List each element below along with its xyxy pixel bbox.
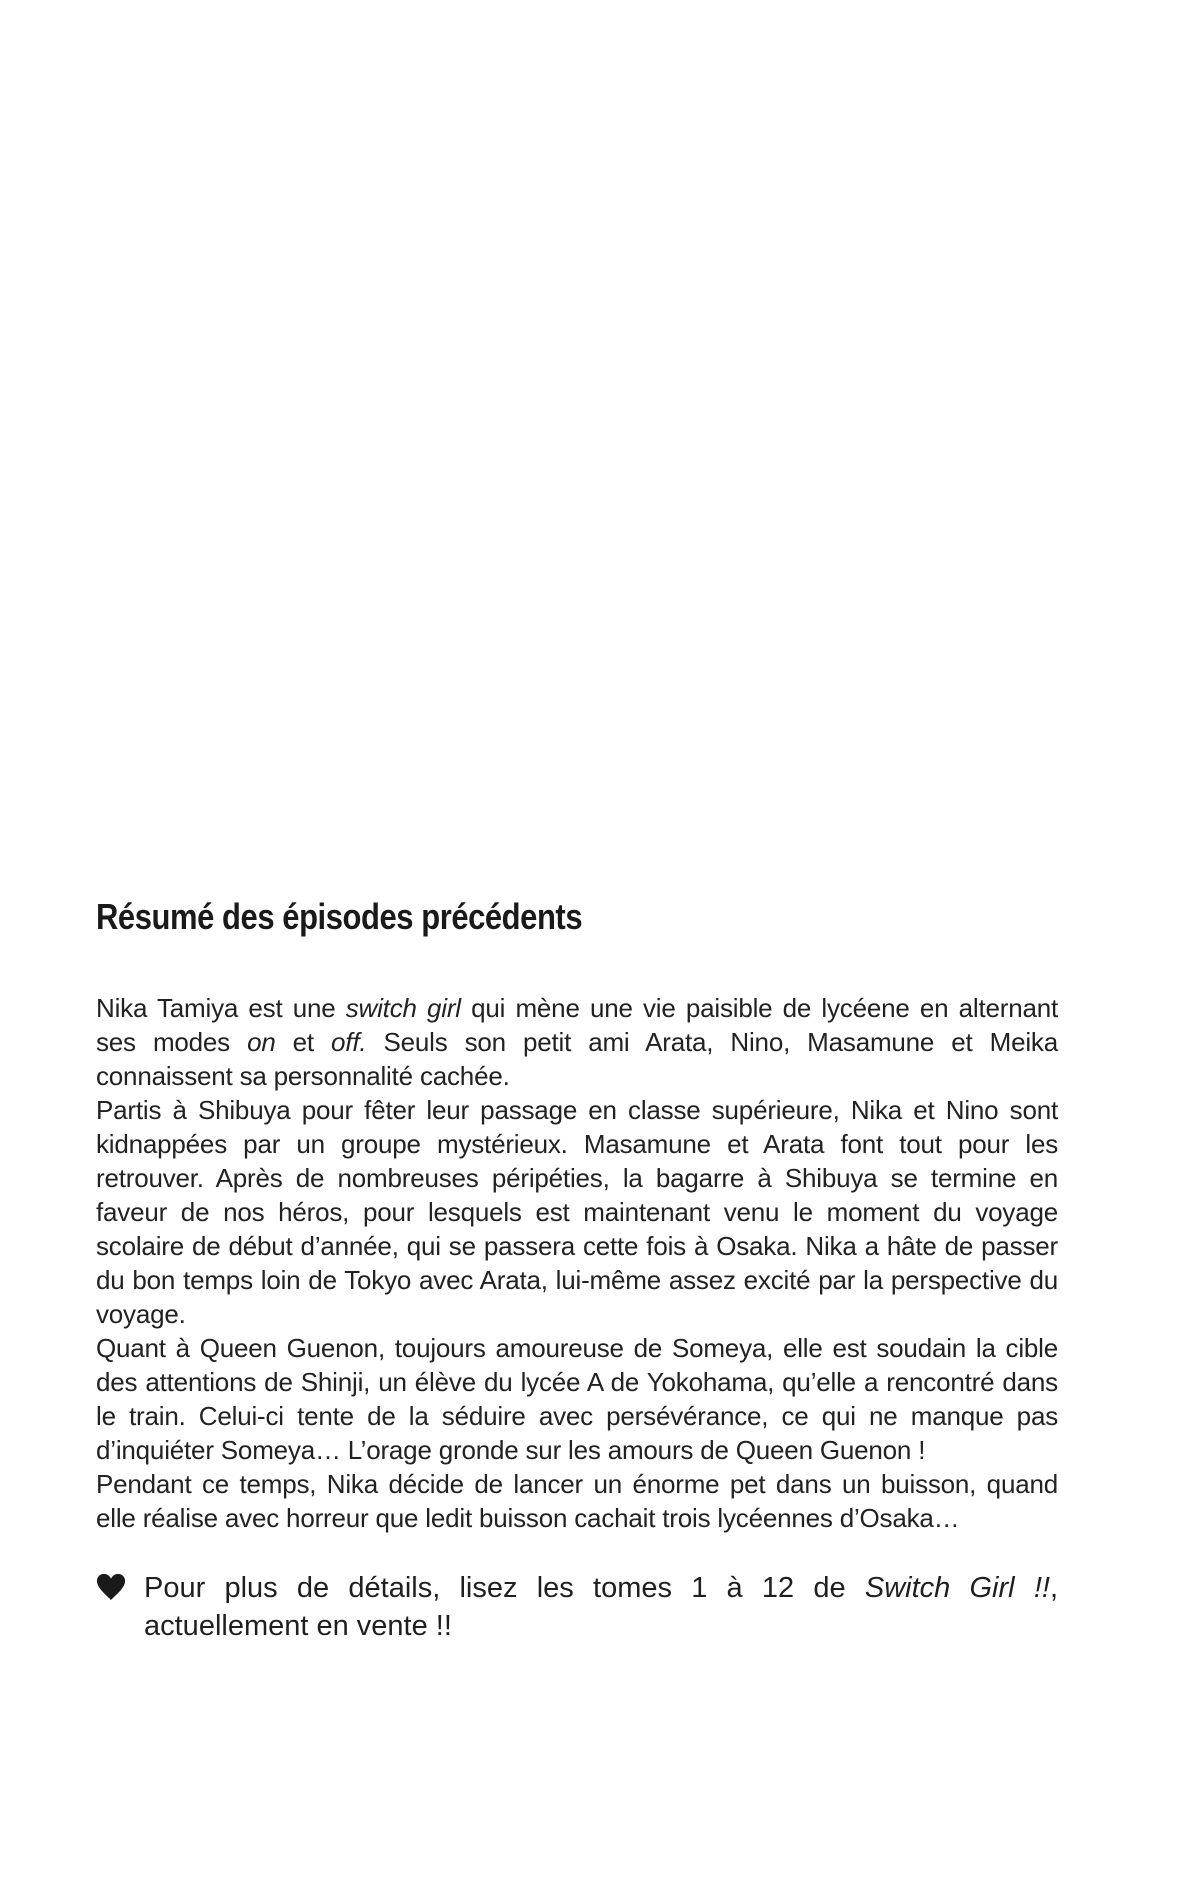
footer-text-span: Pour plus de détails, lisez les tomes 1 à 12 de	[144, 1572, 865, 1604]
summary-text	[96, 991, 1058, 1535]
series-title: Switch Girl !!	[864, 1572, 1050, 1604]
heart-icon	[96, 1572, 126, 1602]
summary-emphasis: on	[247, 1027, 276, 1057]
summary-text-span: Nika Tamiya est une	[96, 993, 346, 1023]
summary-emphasis: switch girl	[345, 993, 461, 1023]
footer-line-2: actuellement en vente !!	[144, 1610, 452, 1642]
page-title: Résumé des épisodes précédents	[96, 896, 583, 937]
summary-paragraph-4: Pendant ce temps, Nika décide de lancer un énorme pet dans un buisson, quand elle réalise avec horreur que ledit buisson cachait trois lycéennes d’Osaka…	[96, 1469, 1058, 1533]
summary-section	[96, 895, 1058, 1645]
footer-note	[96, 1569, 1058, 1645]
summary-paragraph-1	[96, 991, 1058, 1093]
footer-text	[144, 1569, 1058, 1645]
summary-emphasis: off.	[331, 1027, 367, 1057]
summary-text-span: qui mène une vie paisible de lycéene en alternant ses modes	[96, 993, 1059, 1057]
summary-text-span: et	[275, 1027, 332, 1057]
footer-text-span: ,	[1049, 1572, 1058, 1604]
summary-paragraph-3: Quant à Queen Guenon, toujours amoureuse de Someya, elle est soudain la cible des attentions de Shinji, un élève du lycée A de Yokohama, qu’elle a rencontré dans le train. Celui-ci tente de la séduire avec persévérance, ce qui ne manque pas d’inquiéter Someya… L’orage gronde sur les amours de Queen Guenon !	[96, 1333, 1058, 1465]
footer-line-1	[144, 1569, 1058, 1607]
summary-paragraph-2: Partis à Shibuya pour fêter leur passage en classe supérieure, Nika et Nino sont kidnappées par un groupe mystérieux. Masamune et Arata font tout pour les retrouver. Après de nombreuses péripéties, la bagarre à Shibuya se termine en faveur de nos héros, pour lesquels est maintenant venu le moment du voyage scolaire de début d’année, qui se passera cette fois à Osaka. Nika a hâte de passer du bon temps loin de Tokyo avec Arata, lui-même assez excité par la perspective du voyage.	[96, 1095, 1058, 1329]
summary-text-span: Seuls son petit ami Arata, Nino, Masamune et Meika connaissent sa personnalité cachée.	[96, 1027, 1058, 1091]
